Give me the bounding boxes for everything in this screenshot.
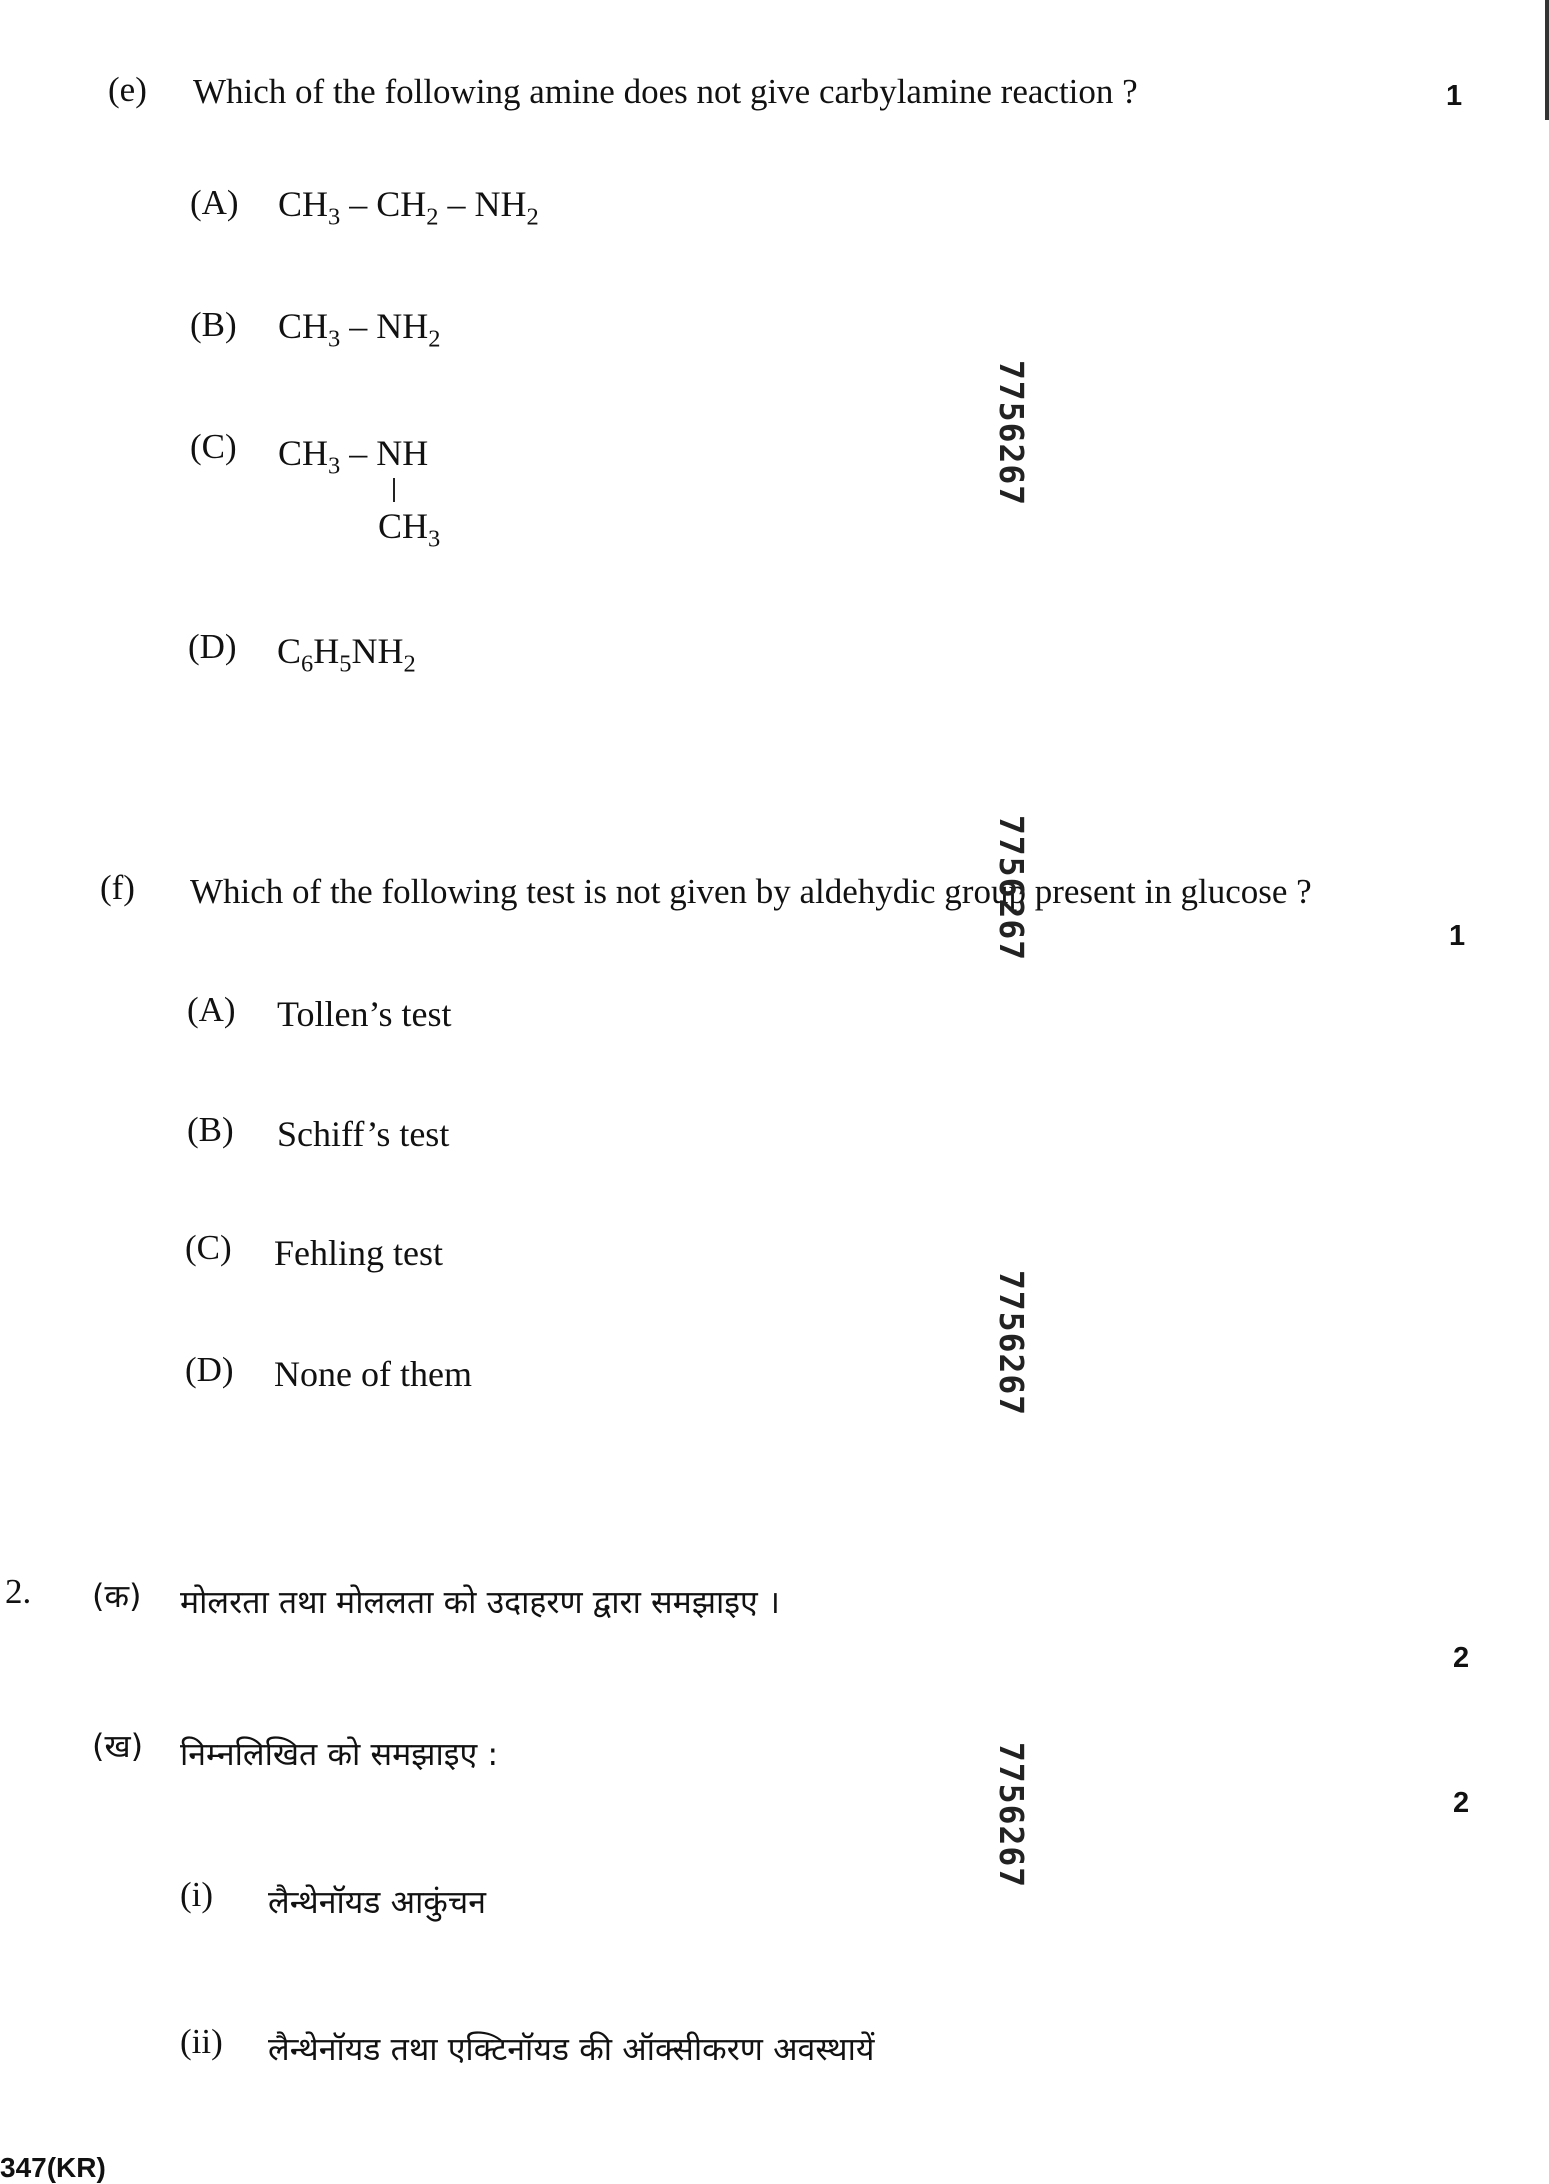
question-2ka-text: मोलरता तथा मोललता को उदाहरण द्वारा समझाइए । (180, 1583, 781, 1621)
option-1e-c-formula-main: $CH_3$ – NH (278, 433, 429, 480)
footer-paper-code: 347(KR) (0, 2152, 106, 2183)
option-1f-b-label: (B) (187, 1110, 234, 1149)
vertical-stamp-number: 7756267 (992, 360, 1031, 507)
option-1e-b-label: (B) (190, 305, 237, 344)
option-1f-a-text: Tollen’s test (277, 994, 452, 1034)
question-1f-label: (f) (100, 868, 135, 907)
option-1e-d-formula: $C_6H_5NH_2$ (277, 631, 416, 678)
option-1f-c-label: (C) (185, 1228, 232, 1267)
question-2kha-item-ii-label: (ii) (180, 2022, 223, 2061)
question-2ka-label: (क) (92, 1577, 142, 1615)
question-2kha-label: (ख) (92, 1727, 144, 1765)
question-2ka-marks: 2 (1453, 1642, 1470, 1674)
option-1f-c-text: Fehling test (274, 1233, 443, 1273)
option-1e-d-label: (D) (188, 627, 237, 666)
option-1e-c-bond-line (393, 478, 395, 502)
question-2kha-item-i-text: लैन्थेनॉयड आकुंचन (268, 1883, 486, 1921)
question-1e-text: Which of the following amine does not give carbylamine reaction ? (193, 72, 1138, 111)
option-1f-b-text: Schiff’s test (277, 1114, 450, 1154)
page-edge-mark (1545, 0, 1549, 120)
option-1f-d-label: (D) (185, 1350, 234, 1389)
question-1e-label: (e) (108, 70, 147, 109)
vertical-stamp-number: 7756267 (992, 1742, 1031, 1889)
question-2kha-item-i-label: (i) (180, 1875, 214, 1914)
option-1f-d-text: None of them (274, 1354, 472, 1394)
question-2kha-text: निम्नलिखित को समझाइए : (180, 1735, 499, 1773)
question-1e-marks: 1 (1446, 80, 1463, 112)
vertical-stamp-number: 7756267 (992, 815, 1031, 962)
option-1e-a-label: (A) (190, 183, 239, 222)
question-2kha-item-ii-text: लैन्थेनॉयड तथा एक्टिनॉयड की ऑक्सीकरण अवस्थायें (268, 2030, 875, 2068)
option-1e-b-formula: $CH_3 - NH_2$ (278, 306, 441, 353)
option-1f-a-label: (A) (187, 990, 236, 1029)
vertical-stamp-number: 7756267 (992, 1270, 1031, 1417)
question-2kha-marks: 2 (1453, 1787, 1470, 1819)
option-1e-c-formula-branch: $CH_3$ (378, 506, 441, 553)
option-1e-a-formula: $CH_3 - CH_2 - NH_2$ (278, 184, 539, 231)
question-1f-text: Which of the following test is not given by aldehydic group present in glucose ? (190, 872, 1312, 911)
question-2-number: 2. (5, 1572, 32, 1611)
option-1e-c-label: (C) (190, 427, 237, 466)
question-1f-marks: 1 (1449, 920, 1466, 952)
